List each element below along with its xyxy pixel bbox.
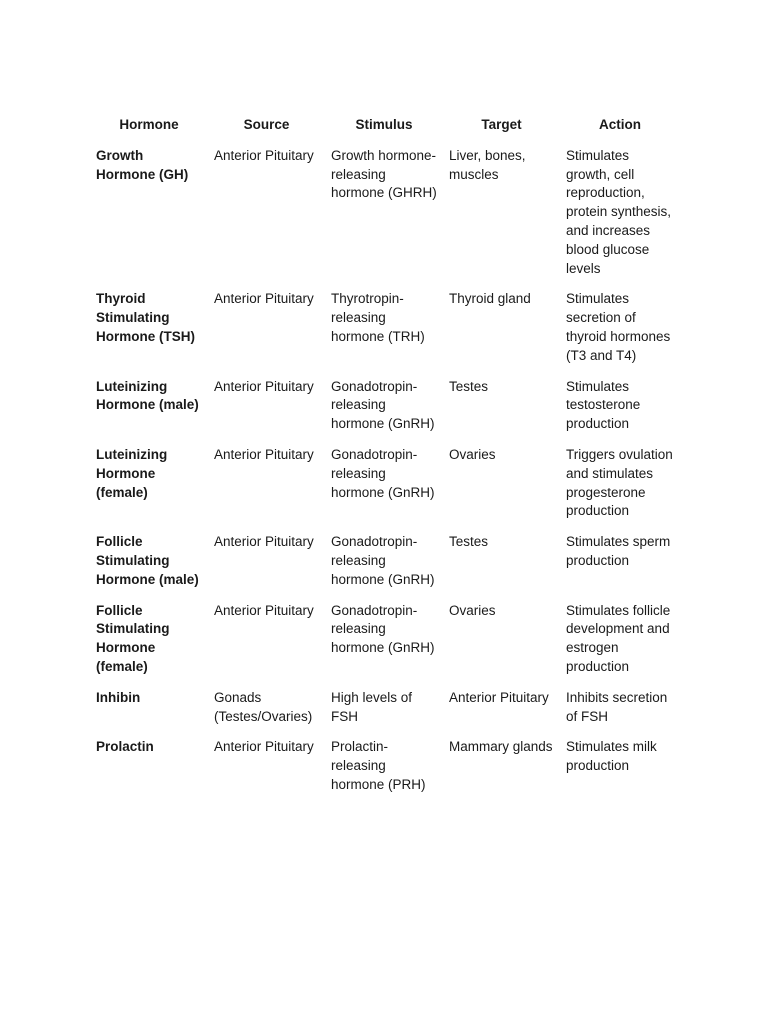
- action-cell: Stimulates testosterone production: [566, 378, 641, 432]
- table-row: [90, 533, 680, 601]
- hormone-name-cell: Follicle Stimulating Hormone (male): [96, 534, 199, 587]
- stimulus-cell: Gonadotropin-releasing hormone (GnRH): [331, 446, 435, 500]
- target-cell: Testes: [449, 378, 489, 394]
- header-row: [90, 116, 680, 147]
- hormone-table: [90, 116, 680, 807]
- action-cell: Inhibits secretion of FSH: [566, 689, 668, 724]
- target-cell: Ovaries: [449, 446, 496, 462]
- table-row: [90, 602, 680, 689]
- table-row: [90, 290, 680, 377]
- source-cell: Gonads (Testes/Ovaries): [214, 689, 313, 724]
- target-cell: Testes: [449, 534, 489, 550]
- table-row: [90, 147, 680, 291]
- stimulus-cell: Prolactin-releasing hormone (PRH): [331, 739, 426, 792]
- header-stimulus: Stimulus: [355, 117, 413, 132]
- target-cell: Liver, bones, muscles: [449, 147, 526, 182]
- stimulus-cell: Growth hormone-releasing hormone (GHRH): [331, 147, 437, 201]
- hormone-name-cell: Thyroid Stimulating Hormone (TSH): [96, 291, 195, 344]
- action-cell: Stimulates sperm production: [566, 534, 671, 568]
- header-source: Source: [243, 117, 290, 132]
- hormone-name-cell: Growth Hormone (GH): [96, 147, 189, 182]
- action-cell: Stimulates milk production: [566, 739, 657, 774]
- target-cell: Mammary glands: [449, 739, 553, 755]
- stimulus-cell: Gonadotropin-releasing hormone (GnRH): [331, 534, 435, 587]
- action-cell: Stimulates secretion of thyroid hormones (T3 and T4): [566, 291, 671, 363]
- source-cell: Anterior Pituitary: [214, 147, 314, 163]
- header-target: Target: [481, 117, 522, 132]
- target-cell: Ovaries: [449, 602, 496, 618]
- source-cell: Anterior Pituitary: [214, 446, 314, 462]
- source-cell: Anterior Pituitary: [214, 602, 314, 618]
- source-cell: Anterior Pituitary: [214, 534, 314, 550]
- table-row: [90, 446, 680, 533]
- source-cell: Anterior Pituitary: [214, 739, 314, 755]
- stimulus-cell: Thyrotropin-releasing hormone (TRH): [331, 291, 425, 344]
- hormone-name-cell: Prolactin: [96, 739, 154, 755]
- hormone-name-cell: Luteinizing Hormone (male): [96, 378, 199, 413]
- hormone-name-cell: Inhibin: [96, 689, 141, 705]
- hormone-name-cell: Follicle Stimulating Hormone (female): [96, 602, 170, 674]
- source-cell: Anterior Pituitary: [214, 291, 314, 307]
- header-hormone: Hormone: [119, 117, 179, 132]
- stimulus-cell: Gonadotropin-releasing hormone (GnRH): [331, 378, 435, 432]
- action-cell: Stimulates growth, cell reproduction, protein synthesis, and increases blood glucose levels: [566, 147, 672, 276]
- target-cell: Thyroid gland: [449, 291, 531, 307]
- table-row: [90, 689, 680, 739]
- action-cell: Triggers ovulation and stimulates progesterone production: [566, 446, 673, 519]
- source-cell: Anterior Pituitary: [214, 378, 314, 394]
- table-row: [90, 738, 680, 806]
- header-action: Action: [599, 117, 641, 132]
- table-row: [90, 378, 680, 446]
- hormone-name-cell: Luteinizing Hormone (female): [96, 446, 168, 500]
- target-cell: Anterior Pituitary: [449, 689, 549, 705]
- stimulus-cell: Gonadotropin-releasing hormone (GnRH): [331, 602, 435, 656]
- stimulus-cell: High levels of FSH: [331, 689, 413, 724]
- action-cell: Stimulates follicle development and estrogen production: [566, 602, 671, 674]
